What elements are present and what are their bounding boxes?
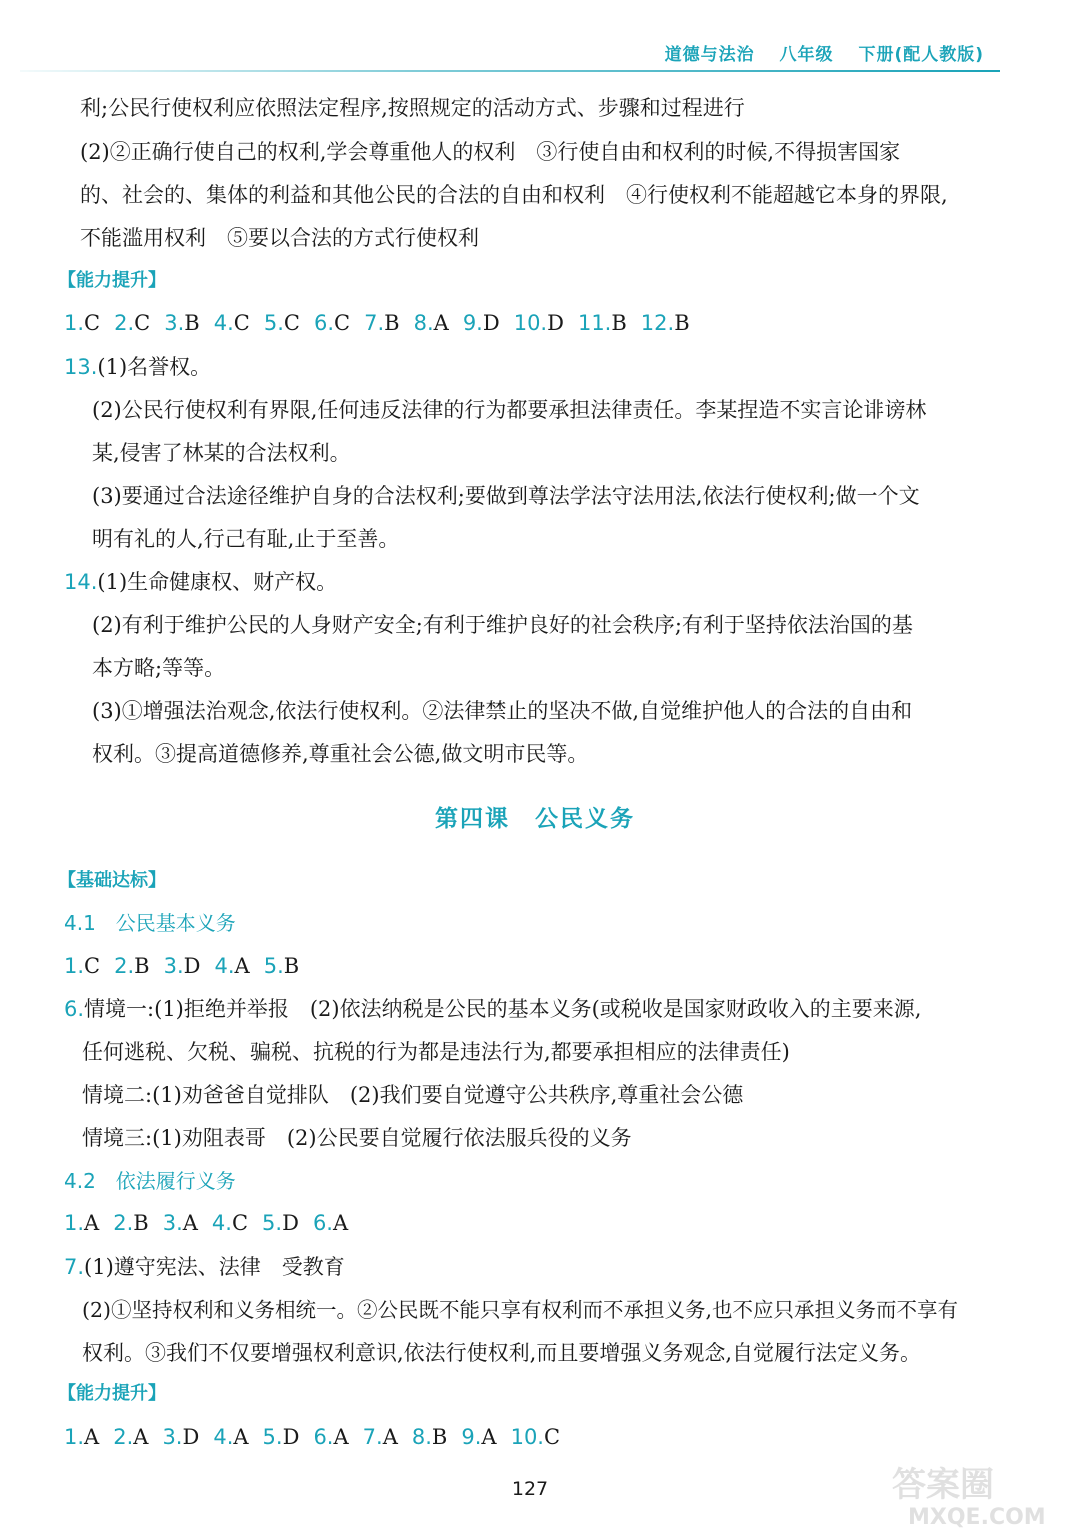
watermark-text: 答案圈	[892, 1465, 994, 1505]
answer-number: 4.	[214, 954, 235, 978]
answer-item	[263, 1425, 300, 1449]
lesson-title: 第四课 公民义务	[435, 805, 635, 832]
answer-number: 6.	[312, 1211, 333, 1235]
question-6-line: 情境一:(1)拒绝并举报 (2)依法纳税是公民的基本义务(或税收是国家财政收入的主要来源,	[84, 997, 922, 1021]
answer-row-4	[64, 1422, 574, 1452]
watermark-logo	[886, 1458, 1062, 1530]
text-line: 情境三:(1)劝阻表哥 (2)公民要自觉履行依法服兵役的义务	[82, 1126, 632, 1150]
answer-item	[114, 311, 150, 335]
text-line: 明有礼的人,行己有耻,止于至善。	[92, 527, 400, 551]
question-number: 6.	[64, 997, 85, 1021]
answer-item	[578, 311, 627, 335]
question-number: 7.	[64, 1255, 85, 1279]
answer-item	[113, 1211, 148, 1235]
answer-item	[64, 954, 100, 978]
running-header	[647, 40, 984, 65]
answer-number: 3.	[162, 1211, 183, 1235]
answer-item	[364, 311, 399, 335]
answer-item	[414, 311, 449, 335]
text-line: (2)②正确行使自己的权利,学会尊重他人的权利 ③行使自由和权利的时候,不得损害国家	[80, 140, 901, 164]
answer-item	[64, 1211, 99, 1235]
answer-item	[314, 311, 350, 335]
answer-number: 11.	[577, 311, 612, 335]
page-number: 127	[511, 1478, 549, 1500]
answer-choice: D	[482, 311, 500, 335]
answer-item	[264, 954, 299, 978]
answer-choice: B	[611, 311, 627, 335]
answer-number: 10.	[513, 311, 548, 335]
answer-item	[313, 1211, 348, 1235]
answer-item	[313, 1425, 348, 1449]
section-tag-ability: 【能力提升】	[58, 1383, 166, 1404]
answer-choice: A	[84, 1425, 100, 1449]
answer-number: 3.	[162, 1425, 183, 1449]
text-line: (3)要通过合法途径维护自身的合法权利;要做到尊法学法守法用法,依法行使权利;做一个文	[92, 484, 920, 508]
answer-choice: D	[547, 311, 564, 335]
text-line: 情境二:(1)劝爸爸自觉排队 (2)我们要自觉遵守公共秩序,尊重社会公德	[82, 1083, 744, 1107]
answer-item	[64, 311, 100, 335]
answer-number: 6.	[313, 311, 335, 335]
subsection-4-2: 4.2 依法履行义务	[64, 1169, 236, 1193]
text-line: 某,侵害了林某的合法权利。	[92, 441, 351, 465]
answer-number: 12.	[640, 311, 675, 335]
answer-choice: C	[84, 311, 101, 335]
question-number: 14.	[64, 570, 98, 594]
answer-choice: C	[334, 311, 351, 335]
question-13	[64, 352, 211, 382]
text-line: 权利。③我们不仅要增强权利意识,依法行使权利,而且要增强义务观念,自觉履行法定义务。	[82, 1341, 922, 1365]
answer-item	[164, 954, 201, 978]
answer-choice: B	[674, 311, 690, 335]
header-subject: 道德与法治	[664, 45, 755, 65]
answer-choice: D	[282, 1211, 299, 1235]
answer-choice: B	[384, 311, 400, 335]
answer-item	[212, 1211, 248, 1235]
answer-row-3	[64, 1208, 362, 1238]
answer-number: 2.	[114, 311, 135, 335]
answer-number: 1.	[64, 311, 85, 335]
header-volume: 下册(配人教版)	[858, 45, 984, 65]
section-tag-ability: 【能力提升】	[58, 270, 166, 291]
answer-number: 4.	[213, 1425, 234, 1449]
answer-row-2	[64, 951, 313, 981]
answer-row-1	[64, 308, 704, 338]
question-7-part1: (1)遵守宪法、法律 受教育	[84, 1255, 345, 1279]
answer-choice: D	[183, 954, 201, 978]
text-line: 的、社会的、集体的利益和其他公民的合法的自由和权利 ④行使权利不能超越它本身的界限,	[80, 183, 948, 207]
answer-item	[641, 311, 690, 335]
answer-item	[113, 1425, 148, 1449]
answer-number: 1.	[64, 1211, 85, 1235]
header-grade: 八年级	[779, 45, 834, 65]
section-tag-basic: 【基础达标】	[58, 870, 166, 891]
answer-number: 3.	[164, 311, 185, 335]
text-line: 任何逃税、欠税、骗税、抗税的行为都是违法行为,都要承担相应的法律责任)	[82, 1040, 790, 1064]
answer-item	[463, 311, 500, 335]
answer-item	[412, 1425, 447, 1449]
question-7	[64, 1252, 345, 1282]
answer-number: 4.	[211, 1211, 232, 1235]
answer-number: 5.	[263, 311, 284, 335]
answer-number: 9.	[462, 311, 483, 335]
answer-choice: C	[84, 954, 101, 978]
answer-number: 10.	[510, 1425, 544, 1449]
answer-item	[64, 1425, 99, 1449]
question-14	[64, 567, 337, 597]
answer-number: 7.	[362, 1425, 383, 1449]
answer-item	[511, 1425, 560, 1449]
text-line: (2)公民行使权利有界限,任何违反法律的行为都要承担法律责任。李某捏造不实言论诽谤林	[92, 398, 927, 422]
answer-number: 5.	[262, 1425, 283, 1449]
answer-choice: D	[282, 1425, 300, 1449]
text-line: 不能滥用权利 ⑤要以合法的方式行使权利	[80, 226, 479, 250]
answer-number: 8.	[411, 1425, 432, 1449]
answer-choice: A	[133, 1425, 149, 1449]
answer-choice: C	[231, 1211, 249, 1235]
answer-number: 2.	[113, 1211, 134, 1235]
answer-item	[213, 1425, 248, 1449]
answer-choice: C	[233, 311, 250, 335]
answer-item	[164, 311, 199, 335]
answer-choice: B	[184, 311, 200, 335]
answer-item	[163, 1211, 198, 1235]
answer-number: 3.	[163, 954, 184, 978]
answer-number: 1.	[64, 954, 85, 978]
answer-choice: B	[133, 1211, 149, 1235]
answer-item	[262, 1211, 299, 1235]
answer-choice: A	[433, 311, 449, 335]
answer-choice: C	[543, 1425, 561, 1449]
answer-choice: A	[481, 1425, 497, 1449]
answer-number: 4.	[213, 311, 234, 335]
answer-choice: D	[182, 1425, 200, 1449]
answer-item	[114, 954, 149, 978]
question-6	[64, 994, 921, 1024]
answer-choice: A	[382, 1425, 398, 1449]
answer-item	[162, 1425, 199, 1449]
answer-number: 1.	[64, 1425, 85, 1449]
answer-number: 2.	[114, 954, 135, 978]
answer-item	[214, 311, 250, 335]
answer-number: 6.	[313, 1425, 334, 1449]
text-line: (2)①坚持权利和义务相统一。②公民既不能只享有权利而不承担义务,也不应只承担义务而不享有	[82, 1298, 959, 1322]
answer-choice: A	[233, 1425, 249, 1449]
answer-number: 5.	[263, 954, 284, 978]
answer-choice: B	[283, 954, 300, 978]
answer-item	[215, 954, 250, 978]
answer-number: 2.	[113, 1425, 134, 1449]
answer-choice: C	[134, 311, 151, 335]
answer-choice: B	[134, 954, 150, 978]
answer-number: 9.	[461, 1425, 482, 1449]
text-line: 本方略;等等。	[92, 656, 226, 680]
answer-choice: A	[234, 954, 250, 978]
question-14-part1: (1)生命健康权、财产权。	[97, 570, 338, 594]
answer-number: 8.	[413, 311, 434, 335]
text-line: 权利。③提高道德修养,尊重社会公德,做文明市民等。	[92, 742, 589, 766]
answer-choice: A	[84, 1211, 100, 1235]
answer-item	[461, 1425, 496, 1449]
text-line: (2)有利于维护公民的人身财产安全;有利于维护良好的社会秩序;有利于坚持依法治国的基	[92, 613, 913, 637]
answer-choice: B	[431, 1425, 448, 1449]
subsection-4-1: 4.1 公民基本义务	[64, 911, 236, 935]
text-line: 利;公民行使权利应依照法定程序,按照规定的活动方式、步骤和过程进行	[80, 96, 745, 120]
answer-item	[514, 311, 564, 335]
question-number: 13.	[64, 355, 98, 379]
answer-choice: A	[332, 1211, 349, 1235]
answer-item	[363, 1425, 398, 1449]
answer-choice: C	[283, 311, 300, 335]
text-line: (3)①增强法治观念,依法行使权利。②法律禁止的坚决不做,自觉维护他人的合法的自由和	[92, 699, 913, 723]
question-13-part1: (1)名誉权。	[97, 355, 212, 379]
answer-number: 7.	[364, 311, 385, 335]
answer-choice: A	[333, 1425, 349, 1449]
header-rule	[20, 70, 1000, 72]
answer-number: 5.	[262, 1211, 283, 1235]
watermark-domain: MXQE.COM	[908, 1505, 1046, 1530]
answer-item	[264, 311, 300, 335]
answer-choice: A	[182, 1211, 198, 1235]
